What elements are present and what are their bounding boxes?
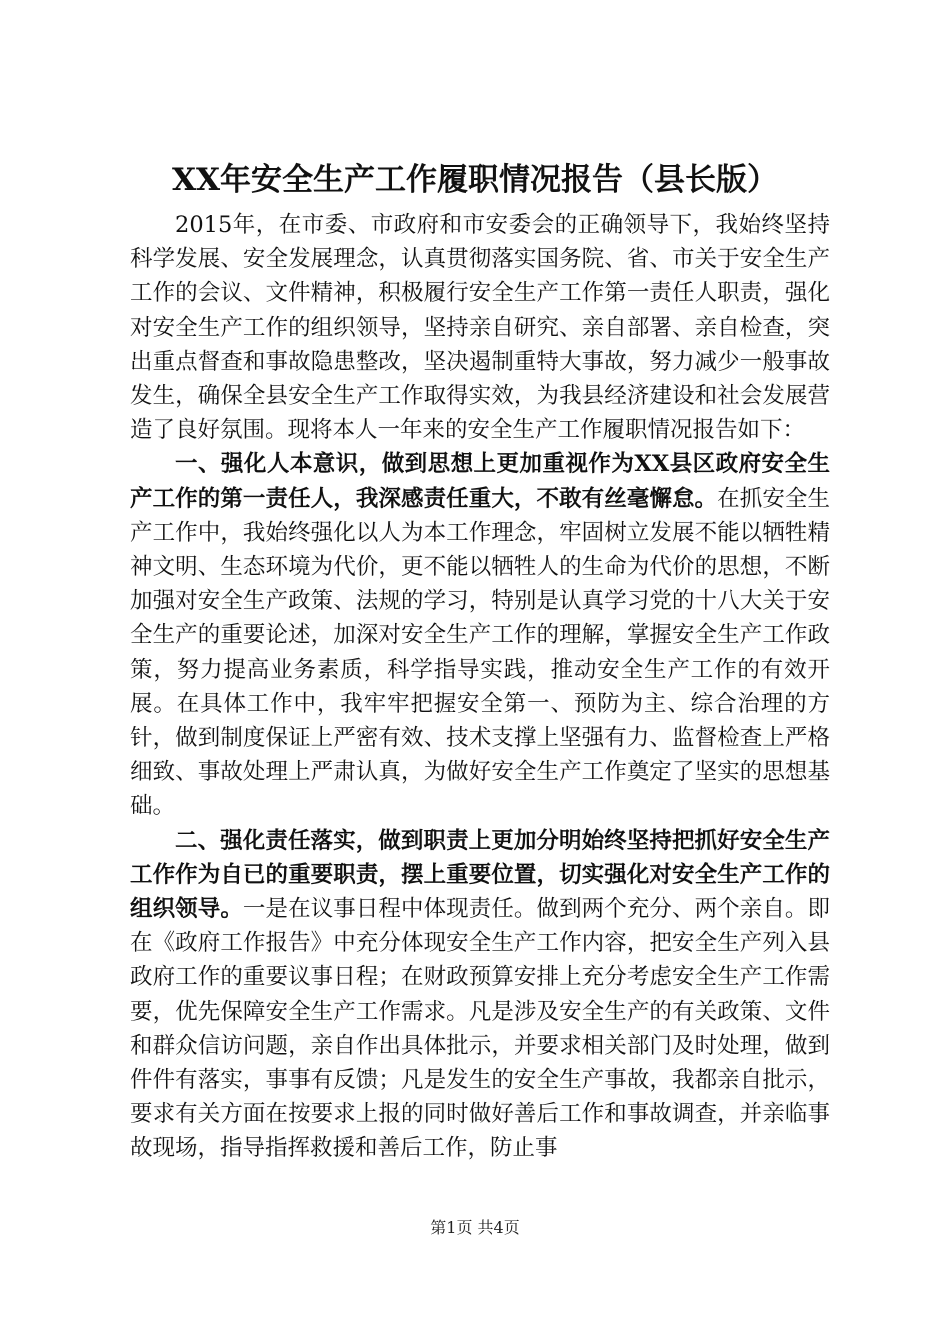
paragraph-intro — [130, 208, 830, 447]
section-heading: 二、强化责任落实，做到职责上更加分明始终坚持把抓好安全生产工作作为自已的重要职责，摆上重要位置，切实强化对安全生产工作的组织领导。 — [130, 827, 830, 923]
document-body — [130, 208, 830, 1166]
page-title: XX年安全生产工作履职情况报告（县长版） — [171, 162, 779, 198]
paragraph-text: 在抓安全生产工作中，我始终强化以人为本工作理念，牢固树立发展不能以牺牲精神文明、生态环境为代价，更不能以牺牲人的生命为代价的思想，不断加强对安全生产政策、法规的学习，特别是认真学习党的十八大关于安全生产的重要论述，加深对安全生产工作的理解，掌握安全生产工作政策，努力提高业务素质，科学指导实践，推动安全生产工作的有效开展。在具体工作中，我牢牢把握安全第一、预防为主、综合治理的方针，做到制度保证上严密有效、技术支撑上坚强有力、监督检查上严格细致、事故处理上严肃认真，为做好安全生产工作奠定了坚实的思想基础。 — [130, 485, 830, 820]
paragraph-text: 2015年，在市委、市政府和市安委会的正确领导下，我始终坚持科学发展、安全发展理念，认真贯彻落实国务院、省、市关于安全生产工作的会议、文件精神，积极履行安全生产工作第一责任人职责，强化对安全生产工作的组织领导，坚持亲自研究、亲自部署、亲自检查，突出重点督查和事故隐患整改，坚决遏制重特大事故，努力减少一般事故发生，确保全县安全生产工作取得实效，为我县经济建设和社会发展营造了良好氛围。现将本人一年来的安全生产工作履职情况报告如下： — [130, 212, 830, 444]
section-heading: 一、强化人本意识，做到思想上更加重视作为XX县区政府安全生产工作的第一责任人，我深感责任重大，不敢有丝毫懈怠。 — [130, 451, 830, 512]
page-number-footer: 第1页 共4页 — [430, 1218, 520, 1237]
paragraph-text: 一是在议事日程中体现责任。做到两个充分、两个亲自。即在《政府工作报告》中充分体现安全生产工作内容，把安全生产列入县政府工作的重要议事日程；在财政预算安排上充分考虑安全生产工作需要，优先保障安全生产工作需求。凡是涉及安全生产的有关政策、文件和群众信访问题，亲自作出具体批示，并要求相关部门及时处理，做到件件有落实，事事有反馈；凡是发生的安全生产事故，我都亲自批示，要求有关方面在按要求上报的同时做好善后工作和事故调查，并亲临事故现场，指导指挥救援和善后工作，防止事 — [130, 896, 830, 1162]
paragraph-section-2 — [130, 824, 830, 1166]
paragraph-section-1 — [130, 447, 830, 823]
